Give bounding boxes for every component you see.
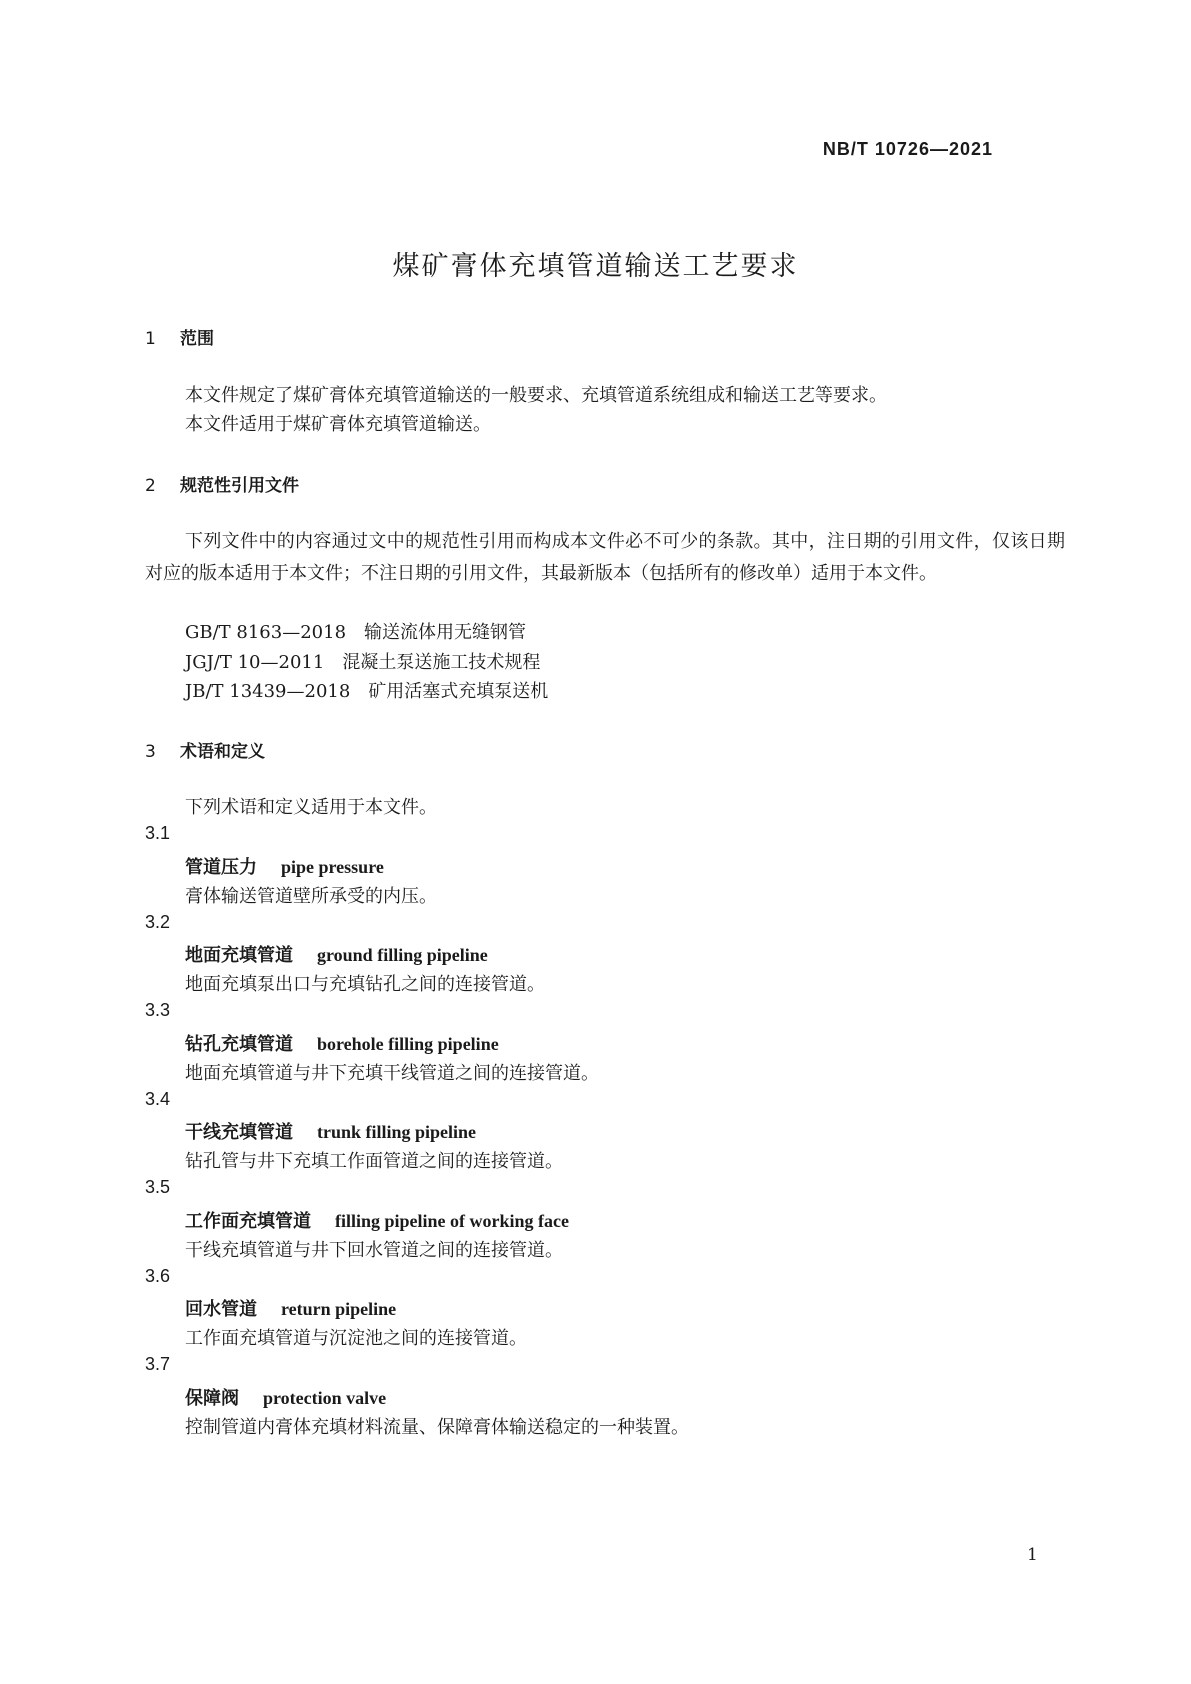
term-english: ground filling pipeline [317, 945, 488, 965]
section-3-intro: 下列术语和定义适用于本文件。 [185, 797, 437, 818]
reference-title: 矿用活塞式充填泵送机 [368, 681, 549, 702]
term-chinese: 干线充填管道 [185, 1122, 293, 1143]
clause-number: 3.5 [145, 1177, 171, 1197]
term-chinese: 管道压力 [185, 857, 257, 878]
term-title [185, 941, 488, 967]
term-title [185, 1207, 569, 1233]
term-chinese: 地面充填管道 [185, 945, 293, 966]
term-title [185, 1118, 476, 1144]
section-number: 3 [145, 742, 156, 762]
term-title [185, 1030, 499, 1056]
clause-number: 3.1 [145, 823, 171, 843]
clause-number: 3.4 [145, 1089, 171, 1109]
term-title [185, 1295, 396, 1321]
term-chinese: 保障阀 [185, 1388, 239, 1409]
term-definition: 控制管道内膏体充填材料流量、保障膏体输送稳定的一种装置。 [185, 1417, 689, 1438]
clause-number: 3.2 [145, 912, 171, 932]
term-definition: 钻孔管与井下充填工作面管道之间的连接管道。 [185, 1151, 563, 1172]
reference-title: 输送流体用无缝钢管 [364, 622, 527, 643]
term-chinese: 工作面充填管道 [185, 1211, 311, 1232]
section-1-line-1: 本文件规定了煤矿膏体充填管道输送的一般要求、充填管道系统组成和输送工艺等要求。 [185, 385, 887, 406]
standard-code: NB/T 10726—2021 [822, 139, 993, 159]
section-2-paragraph: 下列文件中的内容通过文中的规范性引用而构成本文件必不可少的条款。其中，注日期的引用文件，仅该日期对应的版本适用于本文件；不注日期的引用文件，其最新版本（包括所有的修改单）适用于本文件。 [145, 531, 1065, 584]
term-chinese: 钻孔充填管道 [185, 1034, 293, 1055]
reference-code: JB/T 13439—2018 [185, 681, 351, 702]
reference-title: 混凝土泵送施工技术规程 [342, 652, 541, 673]
term-definition: 地面充填泵出口与充填钻孔之间的连接管道。 [185, 974, 545, 995]
reference-item [185, 648, 540, 674]
term-english: borehole filling pipeline [317, 1034, 499, 1054]
clause-number: 3.6 [145, 1266, 171, 1286]
term-english: pipe pressure [281, 857, 384, 877]
term-english: filling pipeline of working face [335, 1211, 569, 1231]
term-title [185, 1384, 386, 1410]
term-english: trunk filling pipeline [317, 1122, 477, 1142]
term-definition: 地面充填管道与井下充填干线管道之间的连接管道。 [185, 1063, 599, 1084]
section-3-heading [145, 737, 265, 762]
reference-code: GB/T 8163—2018 [185, 622, 347, 643]
term-definition: 膏体输送管道壁所承受的内压。 [185, 886, 437, 907]
document-title: 煤矿膏体充填管道输送工艺要求 [392, 251, 799, 282]
clause-number: 3.3 [145, 1000, 171, 1020]
reference-code: JGJ/T 10—2011 [185, 652, 325, 673]
section-number: 1 [145, 329, 156, 349]
section-1-heading [145, 324, 214, 349]
section-title: 规范性引用文件 [180, 476, 299, 496]
reference-item [185, 677, 548, 703]
reference-item [185, 618, 526, 644]
section-title: 范围 [180, 329, 214, 349]
section-1-line-2: 本文件适用于煤矿膏体充填管道输送。 [185, 414, 491, 435]
term-chinese: 回水管道 [185, 1299, 257, 1320]
section-title: 术语和定义 [180, 742, 265, 762]
term-english: return pipeline [281, 1299, 397, 1319]
section-number: 2 [145, 476, 156, 496]
term-english: protection valve [263, 1388, 387, 1408]
clause-number: 3.7 [145, 1354, 171, 1374]
section-2-heading [145, 471, 299, 496]
page-number: 1 [1027, 1545, 1038, 1565]
term-title [185, 853, 384, 879]
term-definition: 干线充填管道与井下回水管道之间的连接管道。 [185, 1240, 563, 1261]
term-definition: 工作面充填管道与沉淀池之间的连接管道。 [185, 1328, 527, 1349]
